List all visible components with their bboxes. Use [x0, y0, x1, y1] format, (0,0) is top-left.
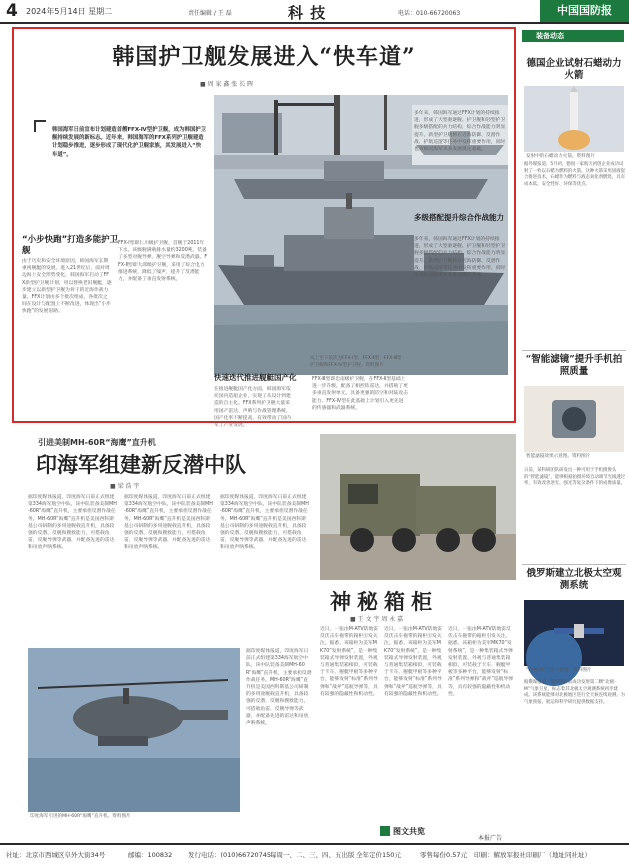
heli-headline: 印海军组建新反潜中队: [36, 452, 246, 477]
editor-phone: 电话：010-66720063: [398, 10, 461, 17]
heli-kicker: 引进美制MH-60R“海鹰”直升机: [38, 438, 156, 447]
main-col4-text: FFX-Ⅲ型即忠南级护卫舰，在FFX-Ⅱ型基础上进一步升级，配备了相控阵雷达，并搭载了更多垂直发射单元，具备更强的防空和对陆攻击能力。FFX-Ⅳ型在此基础上计划引入更先进的传感器和武器系统。: [312, 377, 408, 411]
main-lead: 韩国海军日前宣布计划建造首艘FFX-Ⅳ型护卫舰，成为韩国护卫舰持续发展的新标志。近年来，韩国海军的FFX系列护卫舰建造计划稳步推进，逐步形成了现代化护卫舰家族，其发展进入“快车道”。: [52, 127, 207, 158]
heli-col3-text: 据印度媒体报道，印度海军日前正式组建第334海军航空中队，该中队装备美制MH-60R“海鹰”直升机，主要承担反潜作战任务。MH-60R“海鹰”直升机是美国西科斯基公司研制的多用途舰载直升机，具备较强的反潜、反舰和搜救能力，可搭载鱼雷、反舰导弹等武器，并配备先进的雷达和吊放声呐系统。: [220, 495, 309, 551]
editor-credit: 责任编辑 / 王 磊: [188, 10, 232, 17]
main-col1-text: 由于历史和安全环境原因，韩国海军长期重视舰艇的发展。进入21世纪后，面对周边海上安全形势变化，韩国海军启动了FFX新型护卫舰计划，用以替换老旧舰艇，逐步建立以新型护卫舰为骨干的近海作战力量。FFX计划由多个批次组成，各批次之间在设计与配置上不断改进，体现出“小步快跑”的发展思路。: [22, 259, 112, 315]
heli-byline: ■ 梁 浩 宇: [110, 483, 140, 490]
main-byline: ■ 周 家 鑫 张 长 晖: [200, 81, 254, 88]
issue-date: 2024年5月14日 星期二: [26, 7, 113, 16]
footer-postcode: 邮编：100832: [128, 851, 173, 859]
subhead-small-steps: “小步快跑”打造多能护卫舰: [22, 235, 119, 256]
box-byline: ■ 王 文 宇 周 永 嘉: [350, 616, 404, 623]
story3-title: 俄罗斯建立北极太空观测系统: [526, 568, 622, 591]
newspaper-logo: 中国国防报: [540, 0, 629, 22]
page-number: 4: [6, 1, 18, 21]
box-headline: 神秘箱柜: [330, 589, 438, 614]
filter-photo: [524, 386, 624, 452]
main-col2-text: FFX-Ⅰ型即仁川级护卫舰，首舰于2011年下水。该级舰满载排水量约3200吨，装备了多型对舰导弹、舰空导弹和反潜武器。FFX-Ⅱ型即大邱级护卫舰，采用了综合电力推进系统，降低了噪声，提升了反潜能力，并配备了垂直发射系统。: [118, 241, 208, 283]
heli-caption: 印度海军引进的MH-60R“海鹰”直升机。资料图片: [30, 814, 131, 819]
heli-col4-text: 据印度媒体报道，印度海军日前正式组建第334海军航空中队，该中队装备美制MH-60R“海鹰”直升机，主要承担反潜作战任务。MH-60R“海鹰”直升机是美国西科斯基公司研制的多用途舰载直升机，具备较强的反潜、反舰和搜救能力，可搭载鱼雷、反舰导弹等武器，并配备先进的雷达和吊放声呐系统。: [246, 649, 312, 727]
section-title: 科 技: [288, 4, 327, 22]
story1-caption: 发射中的石蜡动力火箭。资料图片: [526, 154, 595, 159]
footer-printing: 印刷：解放军报社印刷厂（地址同社址）: [474, 851, 591, 859]
main-col6-text: 多年来，韩国海军通过FFX计划的持续推进，形成了大型驱逐舰、护卫舰和轻型护卫舰多级搭配的兵力结构，综合作战能力明显提升。新型护卫舰将在近海防御、反潜作战、护航巡逻等任务中发挥重要作用，同时也为韩国海军未来发展奠定基础。: [414, 237, 506, 279]
story3-caption: “北极-M”卫星示意图。资料图片: [526, 668, 592, 673]
vehicle-photo: [320, 434, 516, 580]
tuwen-label: 图文共览: [393, 827, 425, 836]
story2-text: 日前，某科研团队研发出一种可用于手机摄像头的“智能滤镜”，能够根据拍摄环境自动调节光线透过率，有效改善逆光、强光等复杂条件下的成像质量。: [524, 468, 626, 487]
box-col3-text: 近日，一张由M-ATV防地雷反伏击车拖带的箱柜引发关注。据悉，该箱柜为美军MK70“发射系统”，是一种集装箱式导弹发射装置，外观与普通集装箱相似，可装载于卡车、舰艇甲板等多种平台，能够发射“标准”系列导弹和“战斧”巡航导弹等，具有较强的隐蔽性和机动性。: [448, 627, 514, 697]
divider: [522, 564, 626, 565]
footer-address: 社址：北京市西城区阜外大街34号: [6, 851, 106, 859]
satellite-photo: [524, 600, 624, 666]
heli-col2-text: 据印度媒体报道，印度海军日前正式组建第334海军航空中队，该中队装备美制MH-60R“海鹰”直升机，主要承担反潜作战任务。MH-60R“海鹰”直升机是美国西科斯基公司研制的多用途舰载直升机，具备较强的反潜、反舰和搜救能力，可搭载鱼雷、反舰导弹等武器，并配备先进的雷达和吊放声呐系统。: [124, 495, 213, 551]
footer-price-year: 全年定价150元: [356, 851, 401, 859]
footer-schedule: 每周一、二、三、四、五出版: [270, 851, 355, 859]
section-label-bar: 装备动态: [522, 30, 624, 42]
subhead-localization: 快速迭代推进舰艇国产化: [214, 373, 297, 382]
main-headline: 韩国护卫舰发展进入“快车道”: [112, 44, 416, 70]
story1-title: 德国企业试射石蜡动力火箭: [526, 58, 622, 81]
subhead-combined-ability: 多级搭配提升综合作战能力: [414, 213, 504, 222]
story2-caption: 智能滤镜效果示意图。资料图片: [526, 454, 591, 459]
footer-price-single: 零售每份0.57元: [420, 851, 467, 859]
main-col3-text: 在推进舰艇国产化方面，韩国海军依托国内造船企业，实现了从设计到建造的自主化。FFX系列护卫舰大量采用国产雷达、声呐与作战管理系统，国产化率不断提高，有效带动了国内军工产业发展。: [214, 387, 291, 429]
ships-caption: 从上至下依次为FFX-Ⅰ型、FFX-Ⅱ型、FFX-Ⅲ型护卫舰和FFX-Ⅳ型护卫舰。资料图片: [310, 356, 402, 368]
story3-text: 据俄媒报道，俄罗斯日前成功发射第二颗“北极-M”气象卫星，标志着其北极太空观测系统初步建成。该系统能够对北极地区进行全天候连续观测，为气象预报、航运和科学研究提供数据支持。: [524, 680, 625, 705]
lead-bracket: [34, 120, 46, 132]
rocket-photo: [524, 86, 624, 152]
page-footer: [0, 843, 629, 864]
heli-col1-text: 据印度媒体报道，印度海军日前正式组建第334海军航空中队，该中队装备美制MH-60R“海鹰”直升机，主要承担反潜作战任务。MH-60R“海鹰”直升机是美国西科斯基公司研制的多用途舰载直升机，具备较强的反潜、反舰和搜救能力，可搭载鱼雷、反舰导弹等武器，并配备先进的雷达和吊放声呐系统。: [28, 495, 117, 551]
helicopter-photo: [28, 648, 240, 812]
footer-issue-phone: 发行电话：(010)66720745: [188, 851, 272, 859]
story1-text: 据外媒报道，5月初，德国一家航天初创企业成功试射了一枚以石蜡为燃料的火箭。这种火箭采用固液混合推进技术，石蜡作为燃料与液态氧化剂燃烧，具有成本低、安全性好、环保等优点。: [524, 162, 625, 187]
box-col1-text: 近日，一张由M-ATV防地雷反伏击车拖带的箱柜引发关注。据悉，该箱柜为美军MK70“发射系统”，是一种集装箱式导弹发射装置，外观与普通集装箱相似，可装载于卡车、舰艇甲板等多种平台，能够发射“标准”系列导弹和“战斧”巡航导弹等，具有较强的隐蔽性和机动性。: [320, 627, 379, 697]
main-col5-text: 多年来，韩国海军通过FFX计划的持续推进，形成了大型驱逐舰、护卫舰和轻型护卫舰多级搭配的兵力结构，综合作战能力明显提升。新型护卫舰将在近海防御、反潜作战、护航巡逻等任务中发挥重要作用，同时也为韩国海军未来发展奠定基础。: [414, 111, 506, 153]
footer-ad: 本报广告: [478, 835, 503, 842]
divider: [522, 350, 626, 351]
story2-title: “智能滤镜”提升手机拍照质量: [525, 354, 623, 377]
tuwen-icon: [380, 826, 390, 836]
box-col2-text: 近日，一张由M-ATV防地雷反伏击车拖带的箱柜引发关注。据悉，该箱柜为美军MK70“发射系统”，是一种集装箱式导弹发射装置，外观与普通集装箱相似，可装载于卡车、舰艇甲板等多种平台，能够发射“标准”系列导弹和“战斧”巡航导弹等，具有较强的隐蔽性和机动性。: [384, 627, 443, 697]
